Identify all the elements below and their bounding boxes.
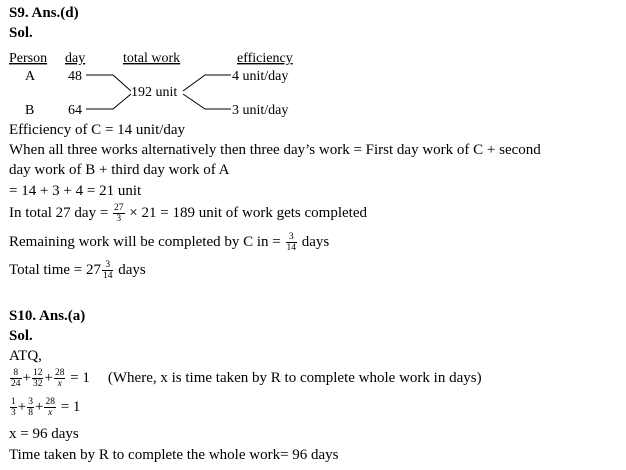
- fraction-28-over-x-2: $\frac{28}{x}$: [45, 397, 55, 418]
- s9-sol-label: Sol.: [9, 25, 33, 41]
- header-total-work: total work: [123, 51, 181, 66]
- fraction-mixed-3-over-14: $\frac{3}{14}$: [102, 260, 113, 281]
- s10-heading: S10. Ans.(a): [9, 308, 86, 324]
- left-connectors: [86, 75, 131, 109]
- s9-line-alternate-work: When all three works alternatively then three day’s work = First day work of C + second: [9, 142, 541, 158]
- fraction-1-over-3: $\frac{1}{3}$: [11, 397, 16, 418]
- fraction-3-over-8: $\frac{3}{8}$: [28, 397, 33, 418]
- s10-line-x-value: x = 96 days: [9, 426, 79, 442]
- s10-equation-1: $\frac{8}{24}$ + $\frac{12}{32}$ + $\frac{28}{x}$ = 1 (Where, x is time taken by R to complete whole work in days): [11, 368, 482, 389]
- s10-line-time-taken-r: Time taken by R to complete the whole work= 96 days: [9, 447, 339, 463]
- s9-line-remaining-work: Remaining work will be completed by C in = $\frac{3}{14}$ days: [9, 232, 330, 253]
- fraction-8-over-24: $\frac{8}{24}$: [11, 368, 21, 389]
- fraction-27-over-3: $\frac{27}{3}$: [114, 203, 124, 224]
- row-a-day: 48: [68, 69, 82, 84]
- row-a-person: A: [25, 69, 36, 84]
- row-a-efficiency: 4 unit/day: [232, 69, 289, 84]
- s9-line-sum: = 14 + 3 + 4 = 21 unit: [9, 183, 142, 199]
- header-day: day: [65, 51, 86, 66]
- work-efficiency-diagram: [0, 44, 320, 120]
- s10-atq: ATQ,: [9, 348, 42, 364]
- equation-note: (Where, x is time taken by R to complete whole work in days): [107, 369, 482, 386]
- s9-line-efficiency-c: Efficiency of C = 14 unit/day: [9, 122, 186, 138]
- row-b-efficiency: 3 unit/day: [232, 103, 289, 118]
- s10-sol-label: Sol.: [9, 328, 33, 344]
- fraction-3-over-14: $\frac{3}{14}$: [286, 232, 297, 253]
- s9-heading: S9. Ans.(d): [9, 5, 79, 21]
- s10-equation-2: $\frac{1}{3}$ + $\frac{3}{8}$ + $\frac{28}{x}$ = 1: [11, 397, 81, 418]
- fraction-12-over-32: $\frac{12}{32}$: [32, 368, 43, 389]
- header-person: Person: [9, 51, 48, 66]
- s9-line-total-time: Total time = 27 $\frac{3}{14}$ days: [9, 260, 146, 281]
- total-work-value: 192 unit: [131, 85, 178, 100]
- header-efficiency: efficiency: [237, 51, 293, 66]
- row-b-person: B: [25, 103, 35, 118]
- s9-line-alternate-work-cont: day work of B + third day work of A: [9, 162, 230, 178]
- s9-line-total-27-days: In total 27 day = $\frac{27}{3}$ × 21 = 189 unit of work gets completed: [9, 203, 367, 224]
- fraction-28-over-x: $\frac{28}{x}$: [54, 368, 65, 389]
- row-b-day: 64: [68, 103, 82, 118]
- right-connectors: [183, 75, 231, 109]
